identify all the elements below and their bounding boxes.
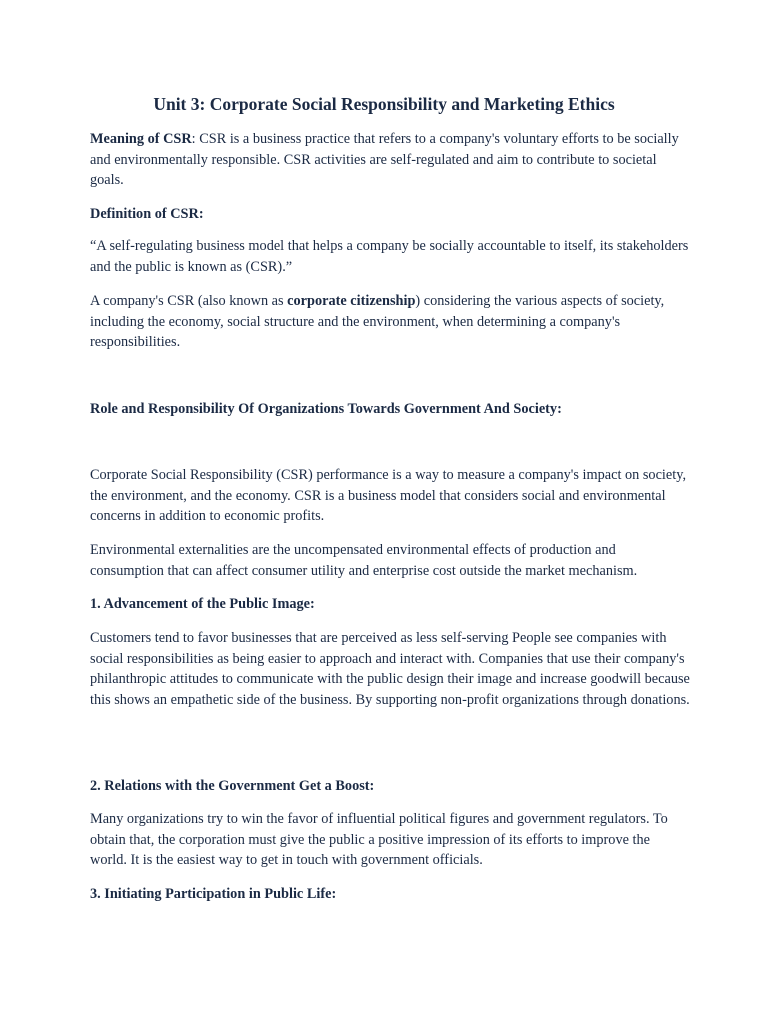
citizenship-paragraph (90, 291, 690, 353)
section3-heading: 3. Initiating Participation in Public Life: (90, 886, 337, 902)
section2-heading: 2. Relations with the Government Get a Boost: (90, 778, 375, 794)
meaning-label: Meaning of CSR (90, 131, 192, 147)
section1-paragraph: Customers tend to favor businesses that are perceived as less self-serving People see companies with social responsibilities as being easier to approach and interact with. Companies that use their company's philanthropic attitudes to communicate with the public design their image and increase goodwill because this shows an empathetic side of the business. By supporting non-profit organizations through donations. (90, 630, 690, 708)
csr-performance-paragraph: Corporate Social Responsibility (CSR) performance is a way to measure a company's impact on society, the environment, and the economy. CSR is a business model that considers social and environmental concerns in addition to economic profits. (90, 467, 687, 525)
externalities-paragraph: Environmental externalities are the uncompensated environmental effects of production and consumption that can affect consumer utility and enterprise cost outside the market mechanism. (90, 542, 638, 579)
citizenship-after: ) considering the various aspects of society, including the economy, social structure and the environment, when determining a company's responsibilities. (90, 293, 665, 351)
citizenship-before: A company's CSR (also known as (90, 293, 288, 309)
page-title: Unit 3: Corporate Social Responsibility and Marketing Ethics (153, 94, 615, 114)
section1-heading: 1. Advancement of the Public Image: (90, 596, 315, 612)
citizenship-bold: corporate citizenship (287, 293, 416, 309)
role-heading: Role and Responsibility Of Organizations Towards Government And Society: (90, 401, 562, 417)
definition-quote: “A self-regulating business model that helps a company be socially accountable to itself, its stakeholders and the public is known as (CSR).” (90, 238, 689, 275)
section2-paragraph: Many organizations try to win the favor of influential political figures and government regulators. To obtain that, the corporation must give the public a positive impression of its efforts to improve the world. It is the easiest way to get in touch with government officials. (90, 811, 668, 869)
meaning-paragraph (90, 129, 690, 191)
definition-heading: Definition of CSR: (90, 206, 204, 222)
meaning-text: : CSR is a business practice that refers to a company's voluntary efforts to be socially and environmentally responsible. CSR activities are self-regulated and aim to contribute to societal goals. (90, 131, 679, 189)
